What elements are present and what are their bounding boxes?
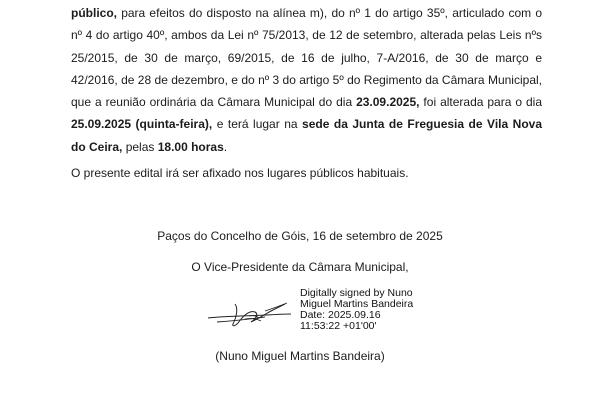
body-text-changed-to: foi alterada para o dia bbox=[419, 95, 542, 110]
body-bold-time: 18.00 horas bbox=[157, 139, 224, 154]
edital-body-paragraph bbox=[71, 2, 542, 158]
posting-notice: O presente edital irá ser afixado nos lugares públicos habituais. bbox=[71, 166, 409, 180]
digital-signature-line: Miguel Martins Bandeira bbox=[300, 298, 414, 310]
body-bold-original-date: 23.09.2025, bbox=[356, 95, 420, 110]
body-bold-location: sede da Junta de Freguesia de Vila Nova do Ceira, bbox=[71, 117, 542, 154]
body-text-time-intro: pelas bbox=[122, 139, 158, 154]
digital-signature-info bbox=[300, 288, 413, 332]
digital-signature-line: 11:53:22 +01'00' bbox=[300, 320, 377, 332]
handwritten-signature bbox=[205, 292, 295, 332]
body-text-location-intro: e terá lugar na bbox=[212, 117, 303, 132]
body-text-period: . bbox=[223, 139, 228, 154]
body-text-legal-basis: para efeitos do disposto na alínea m), do nº 1 do artigo 35º, articulado com o nº 4 do artigo 40º, ambos da Lei nº 75/2013, de 12 de setembro, alterada pelas Leis nºs 25/2015, de 30 de março, 69/2015, de 16 de julho, 7-A/2016, de 30 de março e 42/2016, de 28 de dezembro, e do nº 3 do artigo 5º do Regimento da Câmara Municipal, que a reunião ordinária da Câmara Municipal do dia bbox=[71, 6, 542, 110]
signer-name: (Nuno Miguel Martins Bandeira) bbox=[215, 349, 385, 363]
body-bold-publico: público, bbox=[71, 6, 117, 20]
place-and-date: Paços do Concelho de Góis, 16 de setembro de 2025 bbox=[157, 229, 443, 243]
digital-signature-line: Date: 2025.09.16 bbox=[300, 309, 381, 321]
signer-role: O Vice-Presidente da Câmara Municipal, bbox=[191, 260, 409, 274]
digital-signature-line: Digitally signed by Nuno bbox=[300, 287, 413, 299]
body-bold-new-date: 25.09.2025 (quinta-feira), bbox=[71, 117, 213, 132]
